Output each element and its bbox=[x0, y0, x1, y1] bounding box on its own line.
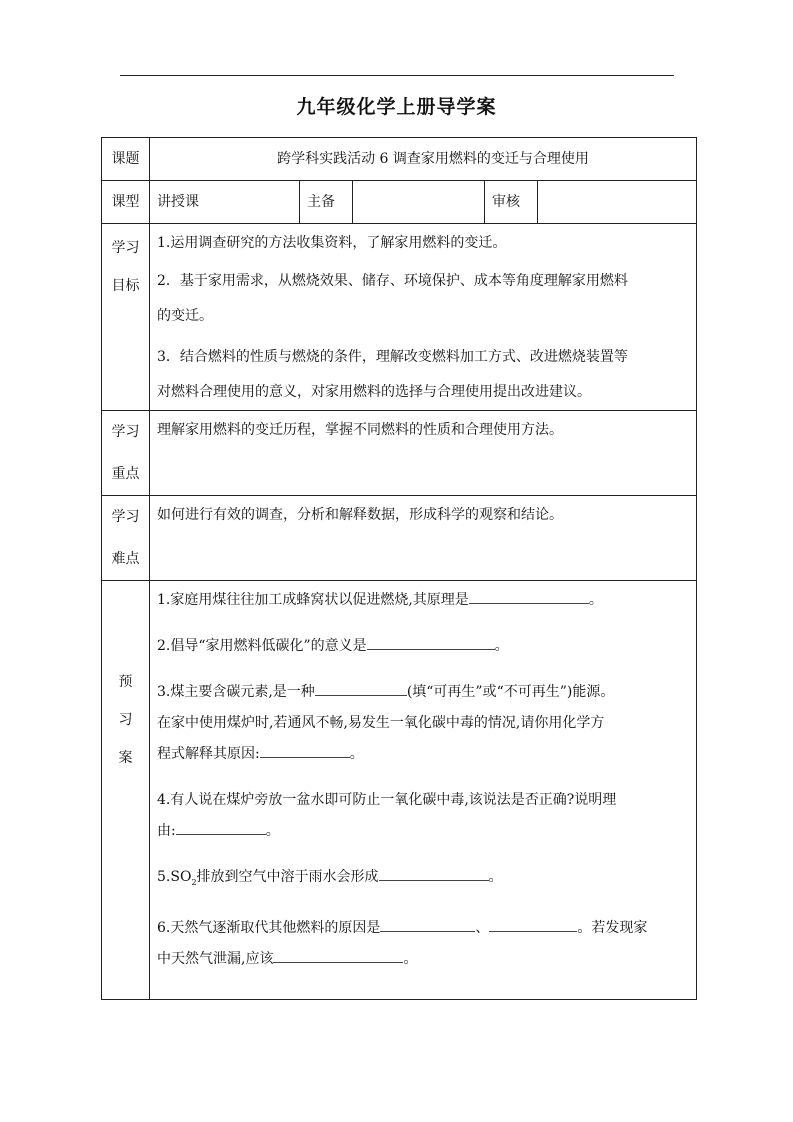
key-points-label-1: 学习 bbox=[111, 424, 140, 440]
question-text: 2.倡导“家用燃料低碳化”的意义是 bbox=[157, 638, 367, 654]
key-points-label-2: 重点 bbox=[111, 466, 140, 482]
question-text: 3.煤主要含碳元素,是一种 bbox=[157, 684, 315, 700]
objective-line: 3．结合燃料的性质与燃烧的条件，理解改变燃料加工方式、改进燃烧装置等 bbox=[157, 349, 628, 365]
preview-question-4 bbox=[157, 785, 691, 847]
objectives-label-2: 目标 bbox=[111, 278, 140, 294]
question-text: 。 bbox=[403, 950, 418, 967]
prep-label-cell bbox=[300, 181, 353, 224]
answer-blank[interactable] bbox=[260, 744, 350, 758]
question-text: 。 bbox=[588, 592, 603, 608]
difficulties-row bbox=[102, 496, 697, 581]
answer-blank[interactable] bbox=[380, 918, 475, 932]
question-text: 、 bbox=[475, 919, 490, 936]
course-label-cell bbox=[102, 138, 150, 181]
key-points-label-cell bbox=[102, 411, 150, 496]
question-text: 5.SO bbox=[157, 869, 192, 885]
question-text: (填“可再生”或“不可再生”)能源。 bbox=[406, 684, 615, 700]
answer-blank[interactable] bbox=[379, 867, 489, 881]
question-text: 1.家庭用煤往往加工成蜂窝状以促进燃烧,其原理是 bbox=[157, 592, 469, 608]
question-text: 由: bbox=[157, 823, 176, 839]
preview-question-6 bbox=[157, 913, 691, 975]
course-row bbox=[102, 138, 697, 181]
objectives-content-cell bbox=[150, 224, 697, 411]
objectives-label-cell bbox=[102, 224, 150, 411]
prep-value-cell[interactable] bbox=[353, 181, 485, 224]
preview-row bbox=[102, 581, 697, 1000]
key-points-text: 理解家用燃料的变迁历程，掌握不同燃料的性质和合理使用方法。 bbox=[157, 422, 563, 438]
objectives-label-1: 学习 bbox=[111, 240, 140, 256]
course-label: 课题 bbox=[111, 151, 140, 167]
type-value: 讲授课 bbox=[157, 194, 199, 210]
difficulties-content-cell bbox=[150, 496, 697, 581]
objective-line: 的变迁。 bbox=[157, 308, 213, 324]
question-text: 中天然气泄漏,应该 bbox=[157, 950, 274, 967]
preview-question-3 bbox=[157, 677, 691, 770]
type-row bbox=[102, 181, 697, 224]
preview-question-1 bbox=[157, 585, 691, 616]
question-text: 。 bbox=[494, 638, 509, 654]
key-points-content-cell bbox=[150, 411, 697, 496]
difficulties-label-1: 学习 bbox=[111, 509, 140, 525]
type-value-cell bbox=[150, 181, 300, 224]
answer-blank[interactable] bbox=[273, 949, 403, 963]
question-text: 。 bbox=[349, 746, 364, 762]
difficulties-label-cell bbox=[102, 496, 150, 581]
guide-table bbox=[101, 137, 697, 1000]
preview-content-cell bbox=[150, 581, 697, 1000]
question-text: 6.天然气逐渐取代其他燃料的原因是 bbox=[157, 919, 381, 936]
difficulties-text: 如何进行有效的调查，分析和解释数据，形成科学的观察和结论。 bbox=[157, 507, 563, 523]
question-text: 。 bbox=[265, 823, 280, 839]
preview-label-2: 习 bbox=[118, 712, 133, 728]
question-text: 排放到空气中溶于雨水会形成 bbox=[196, 869, 379, 885]
objective-line: 2．基于家用需求，从燃烧效果、储存、环境保护、成本等角度理解家用燃料 bbox=[157, 273, 628, 289]
review-label: 审核 bbox=[492, 194, 520, 210]
question-text: 。 bbox=[488, 869, 503, 885]
header-rule bbox=[120, 75, 674, 76]
review-value-cell[interactable] bbox=[538, 181, 697, 224]
answer-blank[interactable] bbox=[176, 821, 266, 835]
preview-question-5 bbox=[157, 862, 691, 898]
question-text: 在家中使用煤炉时,若通风不畅,易发生一氧化碳中毒的情况,请你用化学方 bbox=[157, 715, 605, 731]
course-title: 跨学科实践活动 6 调查家用燃料的变迁与合理使用 bbox=[277, 151, 589, 167]
answer-blank[interactable] bbox=[469, 590, 589, 604]
subscript: 2 bbox=[191, 877, 197, 887]
question-text: 4.有人说在煤炉旁放一盆水即可防止一氧化碳中毒,该说法是否正确?说明理 bbox=[157, 792, 617, 808]
answer-blank[interactable] bbox=[489, 918, 577, 932]
question-text: 程式解释其原因: bbox=[157, 746, 260, 762]
course-value-cell bbox=[150, 138, 697, 181]
question-text: 。若发现家 bbox=[577, 919, 648, 936]
preview-label-1: 预 bbox=[118, 674, 133, 690]
preview-label-3: 案 bbox=[118, 750, 133, 766]
preview-label-cell bbox=[102, 581, 150, 1000]
type-label-cell bbox=[102, 181, 150, 224]
type-label: 课型 bbox=[111, 194, 140, 210]
answer-blank[interactable] bbox=[315, 682, 407, 696]
objectives-row bbox=[102, 224, 697, 411]
objective-line: 1.运用调查研究的方法收集资料，了解家用燃料的变迁。 bbox=[157, 235, 507, 251]
prep-label: 主备 bbox=[307, 194, 335, 210]
answer-blank[interactable] bbox=[367, 636, 495, 650]
preview-question-2 bbox=[157, 631, 691, 662]
review-label-cell bbox=[485, 181, 538, 224]
key-points-row bbox=[102, 411, 697, 496]
difficulties-label-2: 难点 bbox=[111, 551, 140, 567]
objective-line: 对燃料合理使用的意义，对家用燃料的选择与合理使用提出改进建议。 bbox=[157, 384, 591, 400]
page-title: 九年级化学上册导学案 bbox=[296, 96, 497, 118]
